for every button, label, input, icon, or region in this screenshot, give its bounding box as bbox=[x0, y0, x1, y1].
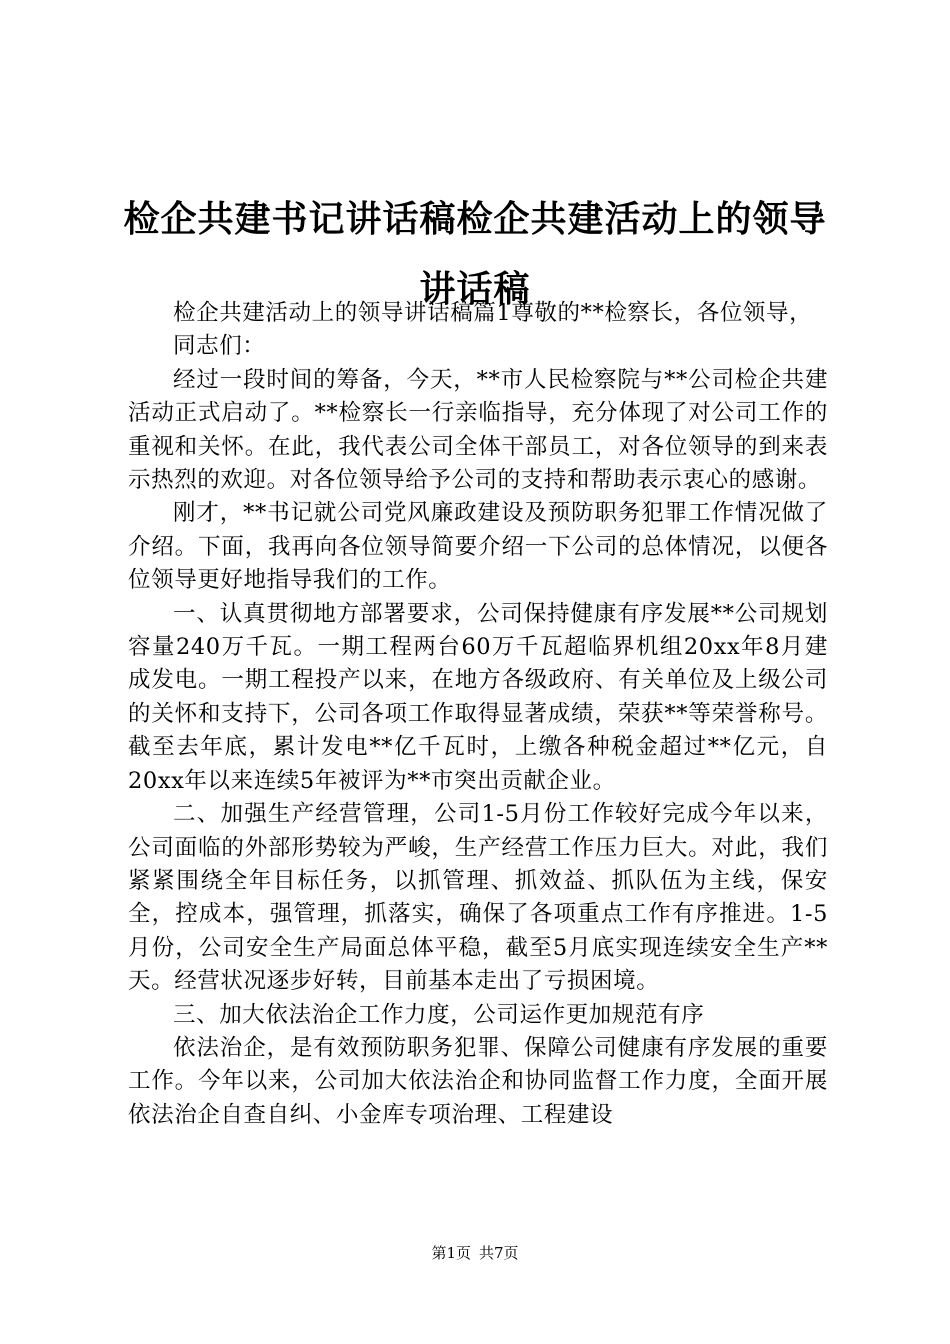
page-total: 共7页 bbox=[479, 1244, 519, 1262]
paragraph: 依法治企，是有效预防职务犯罪、保障公司健康有序发展的重要工作。今年以来，公司加大依法治企和协同监督工作力度，全面开展依法治企自查自纠、小金库专项治理、工程建设 bbox=[128, 1034, 828, 1128]
paragraph: 三、加大依法治企工作力度，公司运作更加规范有序 bbox=[173, 1001, 705, 1028]
paragraph: 一、认真贯彻地方部署要求，公司保持健康有序发展**公司规划容量240万千瓦。一期工程两台60万千瓦超临界机组20xx年8月建成发电。一期工程投产以来，在地方各级政府、有关单位及上级公司的关怀和支持下，公司各项工作取得显著成绩，荣获**等荣誉称号。截至去年底，累计发电**亿千瓦时，上缴各种税金超过**亿元，自20xx年以来连续5年被评为**市突出贡献企业。 bbox=[128, 600, 828, 794]
paragraph: 刚才，**书记就公司党风廉政建设及预防职务犯罪工作情况做了介绍。下面，我再向各位领导简要介绍一下公司的总体情况，以便各位领导更好地指导我们的工作。 bbox=[128, 500, 828, 594]
page-number: 第1页 bbox=[431, 1244, 471, 1262]
paragraph: 二、加强生产经营管理，公司1-5月份工作较好完成今年以来，公司面临的外部形势较为严峻，生产经营工作压力巨大。对此，我们紧紧围绕全年目标任务，以抓管理、抓效益、抓队伍为主线，保安全，控成本，强管理，抓落实，确保了各项重点工作有序推进。1-5月份，公司安全生产局面总体平稳，截至5月底实现连续安全生产**天。经营状况逐步好转，目前基本走出了亏损困境。 bbox=[128, 801, 828, 995]
document-body bbox=[128, 297, 828, 1132]
paragraph: 检企共建活动上的领导讲话稿篇1尊敬的**检察长，各位领导， bbox=[173, 300, 813, 326]
page-footer bbox=[0, 1243, 950, 1263]
document-title: 检企共建书记讲话稿检企共建活动上的领导讲话稿 bbox=[123, 198, 827, 311]
paragraph: 经过一段时间的筹备，今天，**市人民检察院与**公司检企共建活动正式启动了。**检察长一行亲临指导，充分体现了对公司工作的重视和关怀。在此，我代表公司全体干部员工，对各位领导的到来表示热烈的欢迎。对各位领导给予公司的支持和帮助表示衷心的感谢。 bbox=[128, 366, 828, 494]
paragraph: 同志们： bbox=[173, 333, 266, 360]
